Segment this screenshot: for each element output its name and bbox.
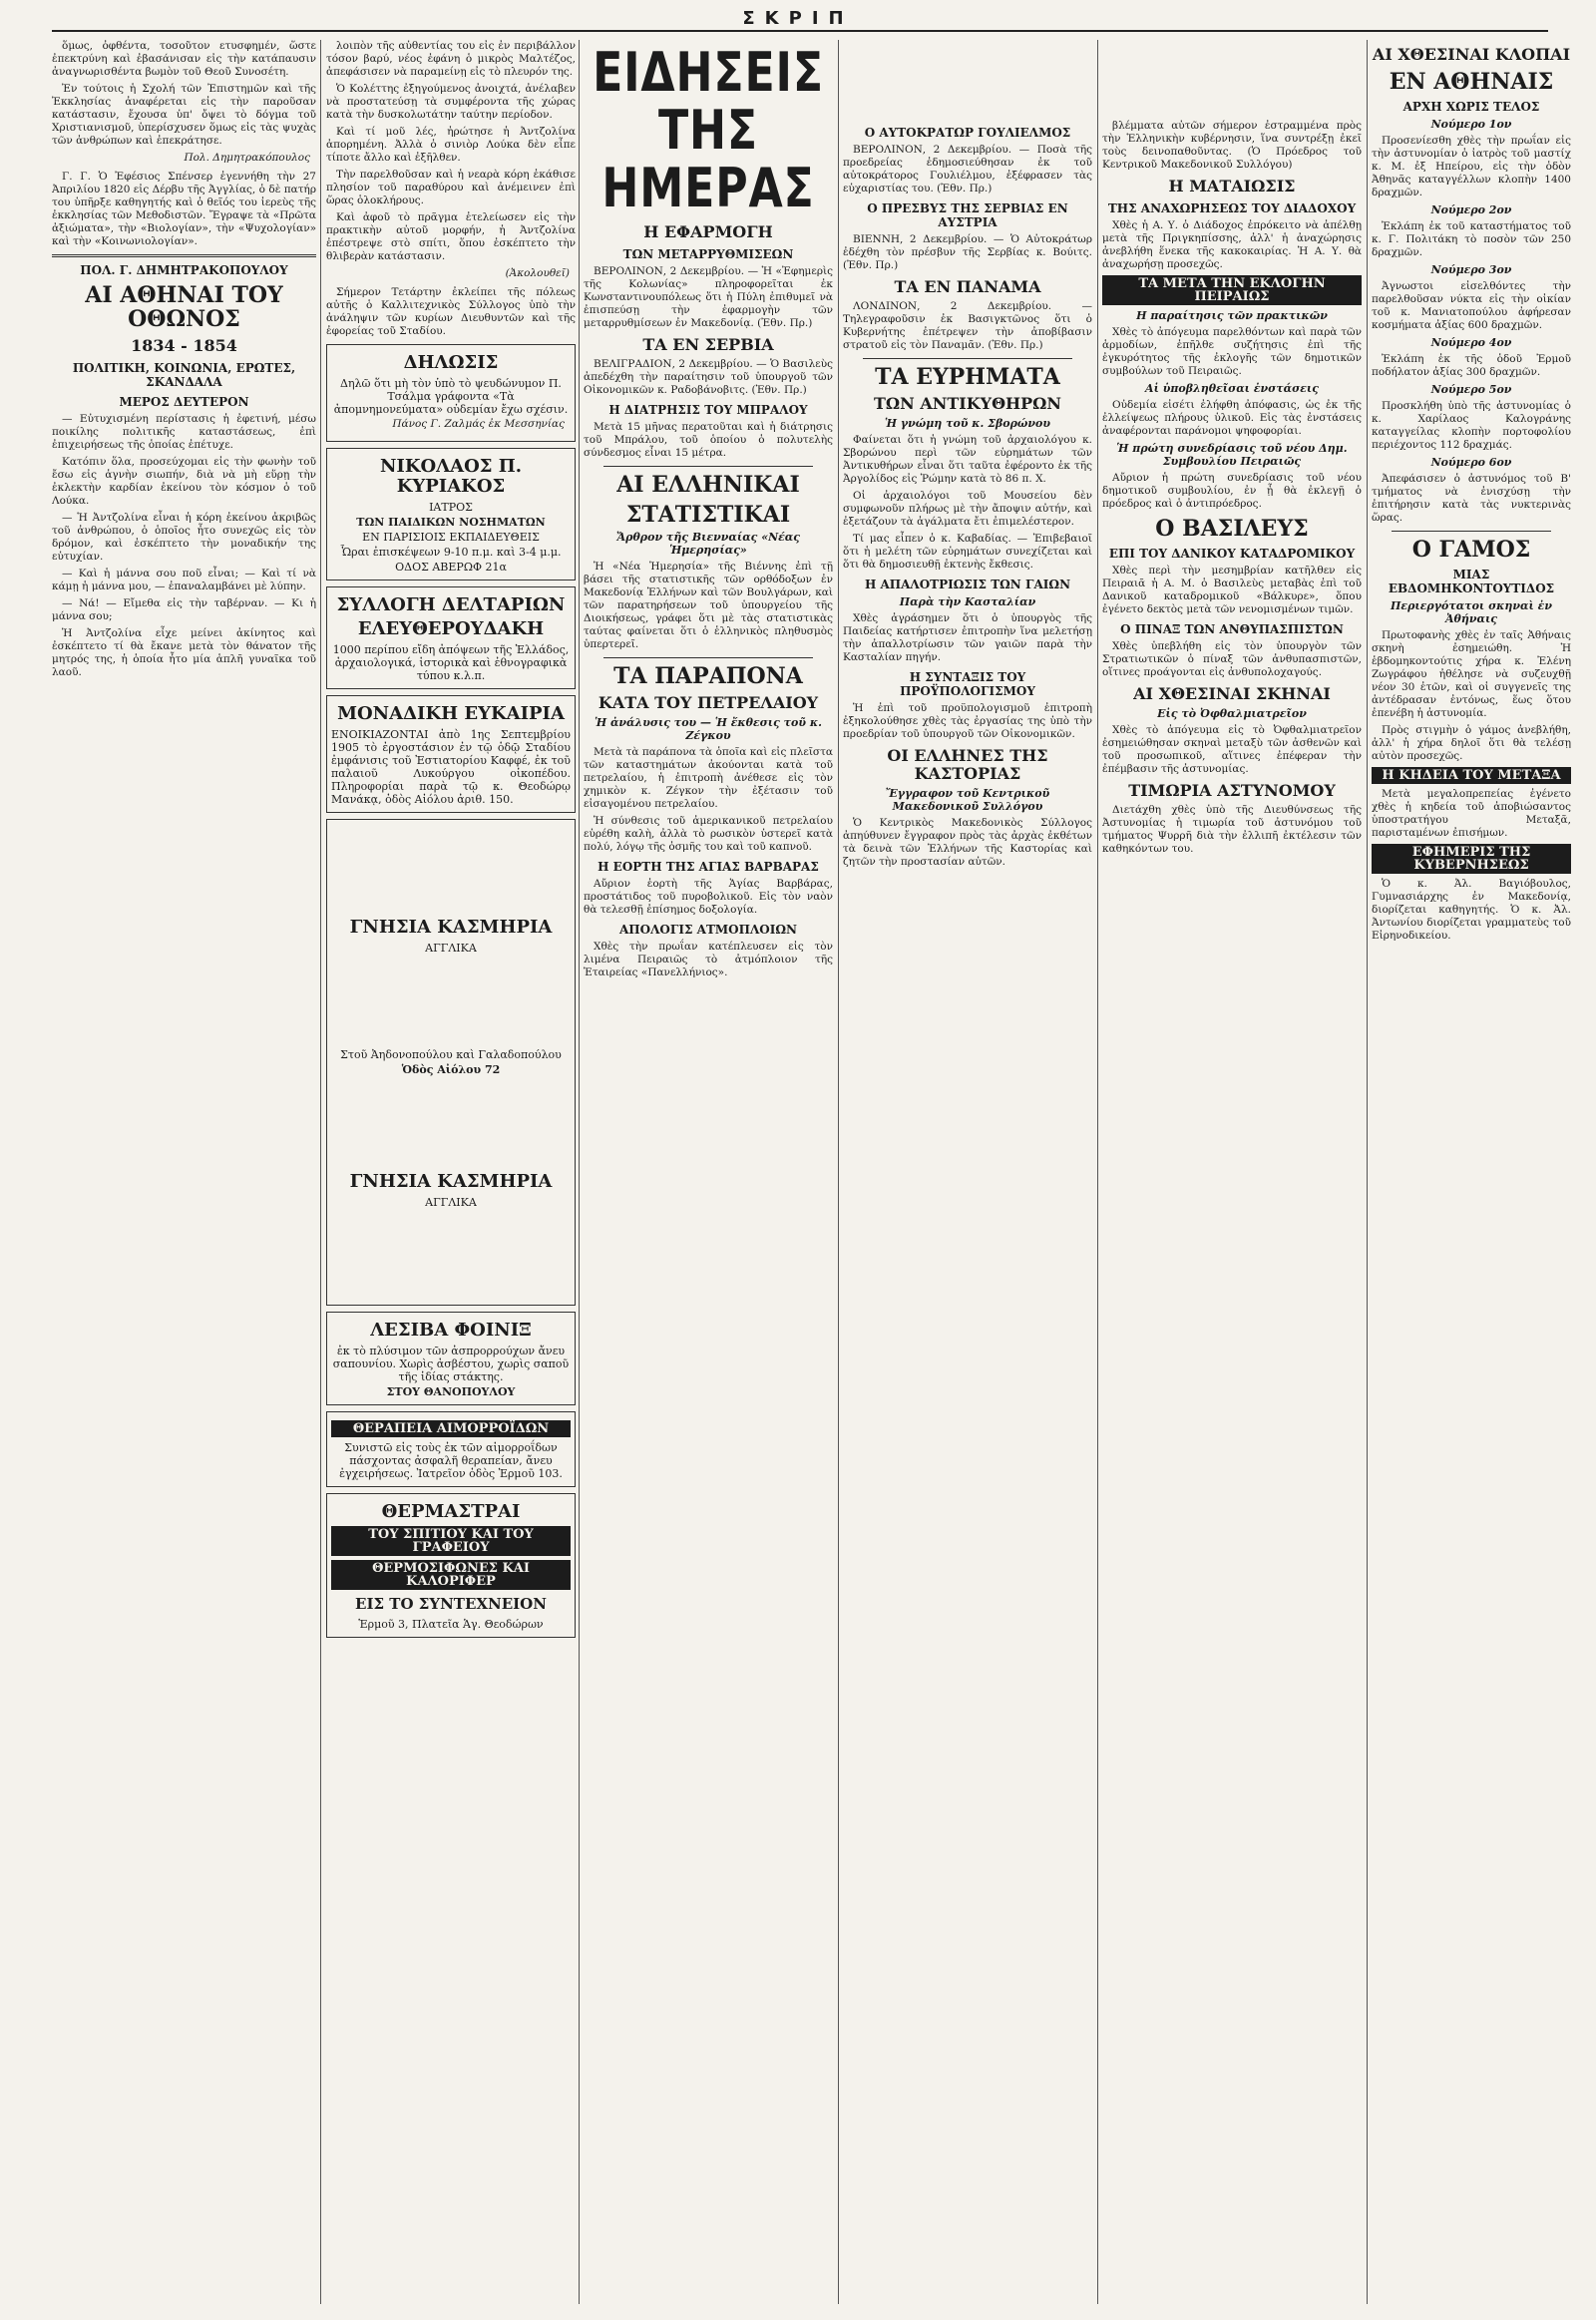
- headline: ΑΙ ΕΛΛΗΝΙΚΑΙ: [616, 472, 800, 498]
- article-paragraph: Ἡ ἐπὶ τοῦ προϋπολογισμοῦ ἐπιτροπὴ ἐξηκολούθησε χθὲς τὰς ἐργασίας της ὑπὸ τὴν προεδρίαν τοῦ ὑπουργοῦ τῶν Οἰκονομικῶν.: [843, 702, 1092, 740]
- ad-text: Ὧραι ἐπισκέψεων 9-10 π.μ. καὶ 3-4 μ.μ.: [340, 546, 562, 559]
- article-paragraph: Διετάχθη χθὲς ὑπὸ τῆς Διευθύνσεως τῆς Ἀστυνομίας ἡ τιμωρία τοῦ ἀστυνόμου τοῦ τμήματος Ψυρρῆ διὰ τὴν ἐλλιπῆ ἐκτέλεσιν τῶν καθηκόντων του.: [1102, 804, 1362, 855]
- ad-doctor: [326, 448, 576, 580]
- ad-text: 1000 περίπου εἴδη ἀπόψεων τῆς Ἑλλάδος, ἀρχαιολογικά, ἱστορικὰ καὶ ἐθνογραφικὰ τύπου κ.λ.π.: [332, 643, 570, 682]
- ad-title: ΓΝΗΣΙΑ ΚΑΣΜΗΡΙΑ: [349, 1171, 553, 1192]
- article-paragraph: ΒΙΕΝΝΗ, 2 Δεκεμβρίου. — Ὁ Αὐτοκράτωρ ἐδέχθη τὸν πρέσβυν τῆς Σερβίας κ. Βούιτς. (Ἐθν. Πρ.): [843, 233, 1092, 271]
- headline: Ο ΠΙΝΑΞ ΤΩΝ ΑΝΘΥΠΑΣΠΙΣΤΩΝ: [1120, 622, 1344, 636]
- headline: ΑΡΧΗ ΧΩΡΙΣ ΤΕΛΟΣ: [1402, 100, 1540, 114]
- subheadline: Η παραίτησις τῶν πρακτικῶν: [1136, 309, 1328, 322]
- divider: [863, 358, 1072, 359]
- article-paragraph: Ἡ «Νέα Ἡμερησία» τῆς Βιέννης ἐπὶ τῇ βάσει τῆς στατιστικῆς τῶν ορθόδοξων ἐν Μακεδονίᾳ Ἑλλήνων καὶ τῶν Βουλγάρων, καὶ τῶν παρατηρήσεων τοῦ ὑπουργείου τῆς Διοικήσεως, γράφει ὅτι μὲ τὰς στατιστικὰς ταύτας φαίνεται ὅτι ὁ ἑλληνικὸς πληθυσμὸς ὑπερτερεῖ.: [584, 561, 833, 650]
- serial-years: 1834 - 1854: [131, 336, 237, 355]
- article-paragraph: Τί μας εἶπεν ὁ κ. Καβαδίας. — Ἐπιβεβαιοῖ ὅτι ἡ μελέτη τῶν εὑρημάτων συνεχίζεται καὶ ὅτι θὰ δημοσιευθῇ ἐκτενὴς ἔκθεσις.: [843, 533, 1092, 571]
- column-divider: [1097, 40, 1098, 2304]
- ad-title: ΔΗΛΩΣΙΣ: [403, 352, 499, 373]
- headline: Η ΑΠΑΛΟΤΡΙΩΣΙΣ ΤΩΝ ΓΑΙΩΝ: [864, 578, 1071, 591]
- article-paragraph: Ὁ κ. Ἀλ. Βαγιόβουλος, Γυμνασιάρχης ἐν Μακεδονίᾳ, διορίζεται καθηγητής. Ὁ κ. Ἀλ. Ἀντωνίου διορίζεται γραμματεὺς τοῦ Εἰρηνοδικείου.: [1372, 878, 1571, 942]
- subheadline: Περιεργότατοι σκηναὶ ἐν Ἀθήναις: [1391, 599, 1552, 625]
- article-paragraph: Ἡ Ἀντζολίνα εἶχε μείνει ἀκίνητος καὶ ἐσκέπτετο τί θὰ ἔκανε μετὰ τὸν θάνατον τῆς μητρός της, ἡ ὁποία ἦτο μία ἁπλῆ γυναῖκα τοῦ λαοῦ.: [52, 627, 316, 678]
- ad-address: Ἑρμοῦ 3, Πλατεῖα Ἁγ. Θεοδώρων: [358, 1618, 544, 1631]
- ad-postcards: [326, 586, 576, 689]
- article-paragraph: ΒΕΡΟΛΙΝΟΝ, 2 Δεκεμβρίου. — Ποσὰ τῆς προεδρείας ἐδημοσιεύθησαν ἐκ τοῦ αὐτοκράτορος Γουλιέλμου, ἐξέφρασεν τὰς εὐχαριστίας του. (Ἐθν. Πρ.): [843, 144, 1092, 194]
- subheadline: Ἡ γνώμη τοῦ κ. Σβορώνου: [884, 417, 1051, 430]
- divider: [52, 254, 316, 257]
- article-paragraph: λοιπὸν τῆς αὐθεντίας του εἰς ἐν περιβάλλον τόσον βαρύ, νέος ἐφάνη ὁ μικρὸς Μαλτέζος, ἀπεφάσισεν νὰ παραμείνῃ εἰς τὸ πλευρόν της.: [326, 40, 576, 78]
- article-paragraph: Μετὰ μεγαλοπρεπείας ἐγένετο χθὲς ἡ κηδεία τοῦ ἀποβιώσαντος ὑποστρατήγου Μεταξᾶ, παρισταμένων ἐπισήμων.: [1372, 788, 1571, 839]
- ad-text: ΑΓΓΛΙΚΑ: [425, 942, 477, 955]
- signature: Πολ. Δημητρακόπουλος: [184, 152, 310, 164]
- headline: ΤΩΝ ΜΕΤΑΡΡΥΘΜΙΣΕΩΝ: [622, 247, 794, 261]
- headline: ΚΑΤΑ ΤΟΥ ΠΕΤΡΕΛΑΙΟΥ: [598, 693, 819, 712]
- subheadline: Νούμερο 6ον: [1430, 456, 1512, 469]
- subheadline: Εἰς τὸ Ὀφθαλμιατρεῖον: [1157, 707, 1307, 720]
- ad-lye: [326, 1312, 576, 1405]
- ad-text: ΤΟΥ ΣΠΙΤΙΟΥ ΚΑΙ ΤΟΥ ΓΡΑΦΕΙΟΥ: [331, 1526, 571, 1556]
- headline: Ο ΠΡΕΣΒΥΣ ΤΗΣ ΣΕΡΒΙΑΣ ΕΝ ΑΥΣΤΡΙΑ: [867, 201, 1068, 229]
- article-paragraph: Κατόπιν ὅλα, προσεύχομαι εἰς τὴν φωνὴν τοῦ ἔσω εἰς ἁγνὴν σιωπήν, διὰ νὰ μὴ εὕρῃ τὴν ἐκλεκτὴν καρδίαν ἐκείνου τὸν κόσμον ὁ τοῦ Λούκα.: [52, 456, 316, 507]
- article-paragraph: Μετὰ τὰ παράπονα τὰ ὁποῖα καὶ εἰς πλεῖστα τῶν καταστημάτων ἀκούονται κατὰ τοῦ πετρελαίου, ἡ ἐπιτροπὴ ἀνέθεσε εἰς τὸν χημικὸν κ. Ζέγκον τὴν ἐξέτασιν τοῦ εἰσαγομένου πετρελαίου.: [584, 746, 833, 810]
- subheadline: Ἡ ἀνάλυσις του — Ἡ ἔκθεσις τοῦ κ. Ζέγκου: [595, 716, 822, 742]
- column-5: [1102, 120, 1362, 2304]
- headline: Η ΔΙΑΤΡΗΣΙΣ ΤΟΥ ΜΠΡΑΛΟΥ: [608, 403, 808, 417]
- headline: Η ΚΗΔΕΙΑ ΤΟΥ ΜΕΤΑΞΑ: [1372, 767, 1571, 784]
- article-paragraph: Χθὲς ὑπεβλήθη εἰς τὸν ὑπουργὸν τῶν Στρατιωτικῶν ὁ πίναξ τῶν ἀνθυπασπιστῶν, οἵτινες προάγονται εἰς ἀνθυπολοχαγούς.: [1102, 640, 1362, 678]
- divider: [1392, 531, 1551, 532]
- serial-subtitle: ΠΟΛΙΤΙΚΗ, ΚΟΙΝΩΝΙΑ, ΕΡΩΤΕΣ, ΣΚΑΝΔΑΛΑ: [72, 361, 296, 389]
- article-paragraph: Οἱ ἀρχαιολόγοι τοῦ Μουσείου δὲν συμφωνοῦν πλήρως μὲ τὴν ἄποψιν αὐτήν, καὶ ἐξετάζουν τὰ ἀγάλματα ἔτι ἐπιμελέστερον.: [843, 490, 1092, 528]
- headline: ΣΤΑΤΙΣΤΙΚΑΙ: [625, 502, 791, 528]
- article-paragraph: Ἀπεφάσισεν ὁ ἀστυνόμος τοῦ Β' τμήματος νὰ ἐνισχύσῃ τὴν ἐπιτήρησιν κατὰ τὰς νυκτερινὰς ὥρας.: [1372, 473, 1571, 524]
- article-paragraph: ὅμως, ὀφθέντα, τοσοῦτον ετυσφημέν, ὥστε ἐπεκτρύνη καὶ ἐβασάνισαν εἰς τὴν κατάπαυσιν ἀναγνωρισθέντα βωμὸν τοῦ Θεοῦ Συνοσέτη.: [52, 40, 316, 78]
- headline: Η ΕΟΡΤΗ ΤΗΣ ΑΓΙΑΣ ΒΑΡΒΑΡΑΣ: [598, 860, 819, 874]
- section-title: ΕΙΔΗΣΕΙΣ ΤΗΣ ΗΜΕΡΑΣ: [593, 41, 824, 219]
- headline: ΑΠΟΛΟΓΙΣ ΑΤΜΟΠΛΟΙΩΝ: [619, 923, 797, 937]
- ad-text: ΑΓΓΛΙΚΑ: [425, 1196, 477, 1209]
- article-paragraph: — Ἡ Ἀντζολίνα εἶναι ἡ κόρη ἐκείνου ἀκριβῶς τοῦ ἀνθρώπου, ὁ ὁποῖος ἦτο συνεχῶς εἰς τὸν δρόμον, καὶ ἐσκέπτετο τὴν μοναδικήν της εὐτυχίαν.: [52, 512, 316, 563]
- headline: ΤΑ ΠΑΡΑΠΟΝΑ: [613, 663, 803, 689]
- ad-title: ΛΕΣΙΒΑ ΦΟΙΝΙΞ: [370, 1320, 532, 1341]
- ad-heaters: [326, 1493, 576, 1638]
- headline: ΕΝ ΑΘΗΝΑΙΣ: [1389, 69, 1554, 95]
- ad-text: ΕΝΟΙΚΙΑΖΟΝΤΑΙ ἀπὸ 1ης Σεπτεμβρίου 1905 τὸ ἐργοστάσιον ἐν τῷ ὁδῷ Σταδίου ἐμφάνισις τοῦ Ἐστιατορίου Καφφέ, ἐκ τοῦ παλαιοῦ Λυκούργου οἰκοπέδου. Πληροφορίαι παρὰ τῷ κ. Θεοδώρῳ Μανάκᾳ, ὁδὸς Αἰόλου ἀριθ. 150.: [331, 728, 571, 806]
- article-paragraph: Αὔριον ἑορτὴ τῆς Ἁγίας Βαρβάρας, προστάτιδος τοῦ πυροβολικοῦ. Εἰς τὸν ναὸν θὰ τελεσθῇ ἐπίσημος δοξολογία.: [584, 878, 833, 916]
- ad-title: ΘΕΡΜΑΣΤΡΑΙ: [381, 1501, 521, 1522]
- headline: ΤΑ ΕΥΡΗΜΑΤΑ: [875, 364, 1060, 390]
- column-divider: [320, 40, 321, 2304]
- article-paragraph: Καὶ ἀφοῦ τὸ πρᾶγμα ἐτελείωσεν εἰς τὴν πρακτικὴν αὐτοῦ μορφήν, ἡ Ἀντζολίνα ἐπέστρεψε στὸ σπίτι, ὅπου ἐσκέπτετο τὴν θλιβερὰν κατάστασιν.: [326, 211, 576, 262]
- column-1: [52, 40, 316, 2304]
- article-paragraph: — Καὶ ἡ μάννα σου ποῦ εἶναι; — Καὶ τί νὰ κάμῃ ἡ μάννα μου, — ἐπαναλαμβάνει μὲ λύπην.: [52, 568, 316, 592]
- subheadline: Νούμερο 3ον: [1430, 263, 1512, 276]
- ad-therapy: [326, 1411, 576, 1487]
- headline: ΤΑ ΕΝ ΠΑΝΑΜΑ: [894, 277, 1041, 296]
- headline: ΜΙΑΣ ΕΒΔΟΜΗΚΟΝΤΟΥΤΙΔΟΣ: [1388, 568, 1555, 595]
- ad-text: Συνιστῶ εἰς τοὺς ἐκ τῶν αἱμορροΐδων πάσχοντας ἀσφαλῆ θεραπείαν, ἄνευ ἐγχειρήσεως. Ἰατρεῖον ὁδὸς Ἑρμοῦ 103.: [339, 1441, 563, 1480]
- ad-text: ΕΙΣ ΤΟ ΣΥΝΤΕΧΝΕΙΟΝ: [355, 1595, 547, 1613]
- serial-byline: ΠΟΛ. Γ. ΔΗΜΗΤΡΑΚΟΠΟΥΛΟΥ: [80, 263, 288, 277]
- article-paragraph: Χθὲς τὴν πρωΐαν κατέπλευσεν εἰς τὸν λιμένα Πειραιῶς τὸ ἀτμόπλοιον τῆς Ἑταιρείας «Πανελλήνιος».: [584, 941, 833, 978]
- subheadline: Νούμερο 2ον: [1430, 203, 1512, 216]
- article-paragraph: Ὁ Κεντρικὸς Μακεδονικὸς Σύλλογος ἀπηύθυνεν ἔγγραφον πρὸς τὰς ἀρχὰς ἐκθέτων τὰ δεινὰ τῶν Ἑλλήνων τῆς Καστορίας καὶ ζητῶν τὴν προστασίαν αὐτῶν.: [843, 817, 1092, 868]
- column-2: [326, 40, 576, 2304]
- headline: Η ΣΥΝΤΑΞΙΣ ΤΟΥ ΠΡΟΫΠΟΛΟΓΙΣΜΟΥ: [900, 670, 1035, 698]
- subheadline: Ἄρθρον τῆς Βιενναίας «Νέας Ἡμερησίας»: [616, 531, 800, 557]
- headline: ΑΙ ΧΘΕΣΙΝΑΙ ΚΛΟΠΑΙ: [1372, 45, 1571, 64]
- ad-title: ΣΥΛΛΟΓΗ ΔΕΛΤΑΡΙΩΝ: [336, 594, 566, 615]
- article-paragraph: Φαίνεται ὅτι ἡ γνώμη τοῦ ἀρχαιολόγου κ. Σβορώνου περὶ τῶν εὑρημάτων τῶν Ἀντικυθήρων εἶναι ὅτι ταῦτα ἐφέροντο ἐκ τῆς Ἀργολίδος εἰς Ῥώμην κατὰ τὸ 86 π. Χ.: [843, 434, 1092, 485]
- divider: [603, 657, 813, 658]
- ad-text: Δηλῶ ὅτι μὴ τὸν ὑπὸ τὸ ψευδώνυμον Π. Τσάλμα γράφοντα «Τὰ ἀπομνημονεύματα» οὐδεμίαν ἔχω σχέσιν.: [333, 377, 569, 416]
- article-paragraph: Χθὲς τὸ ἀπόγευμα εἰς τὸ Ὀφθαλμιατρεῖον ἐσημειώθησαν σκηναὶ μεταξὺ τῶν ἀσθενῶν καὶ τοῦ προσωπικοῦ, αἵτινες ἐπέφεραν τὴν ἐπέμβασιν τῆς ἀστυνομίας.: [1102, 724, 1362, 775]
- article-paragraph: Ὁ Κολέττης ἐξηγούμενος ἀνοιχτά, ἀνέλαβεν νὰ προστατεύσῃ τὰ συμφέροντα τῆς χώρας κατὰ τὴν δυσκολωτάτην ταύτην περίοδον.: [326, 83, 576, 121]
- headline: ΟΙ ΕΛΛΗΝΕΣ ΤΗΣ ΚΑΣΤΟΡΙΑΣ: [887, 746, 1048, 783]
- subheadline: Νούμερο 4ον: [1430, 336, 1512, 349]
- article-paragraph: Οὐδεμία εἰσέτι ἐλήφθη ἀπόφασις, ὡς ἐκ τῆς ἐλλείψεως πλήρους ὑλικοῦ. Εἰς τὰς ἐνστάσεις ἀναφέρονται παράνομοι ψηφοφορίαι.: [1102, 399, 1362, 437]
- article-paragraph: ΒΕΛΙΓΡΑΔΙΟΝ, 2 Δεκεμβρίου. — Ὁ Βασιλεὺς ἀπεδέχθη τὴν παραίτησιν τοῦ ὑπουργοῦ τῶν Οἰκονομικῶν κ. Ραδοβάνοβιτς. (Ἐθν. Πρ.): [584, 358, 833, 396]
- article-paragraph: Ἐκλάπη ἐκ τῆς ὁδοῦ Ἐρμοῦ ποδήλατον ἀξίας 300 δραχμῶν.: [1372, 353, 1571, 378]
- article-paragraph: Αὔριον ἡ πρώτη συνεδρίασις τοῦ νέου δημοτικοῦ συμβουλίου, ἐν ᾗ θὰ ἐκλεγῇ ὁ πρόεδρος καὶ ὁ ἀντιπρόεδρος.: [1102, 472, 1362, 510]
- article-paragraph: ΛΟΝΔΙΝΟΝ, 2 Δεκεμβρίου. — Τηλεγραφοῦσιν ἐκ Βασιγκτῶνος ὅτι ὁ Κυβερνήτης ἐπέτρεψεν τὴν ἀποβίβασιν στρατοῦ εἰς τὸν Παναμᾶν. (Ἐθν. Πρ.): [843, 300, 1092, 351]
- article-paragraph: Χθὲς τὸ ἀπόγευμα παρελθόντων καὶ παρὰ τῶν ἁρμοδίων, ἐπῆλθε συζήτησις ἐπὶ τῆς ἐγκυρότητος τῆς ἐκλογῆς τῶν δημοτικῶν συμβούλων τοῦ Πειραιῶς.: [1102, 326, 1362, 377]
- column-6: [1372, 40, 1571, 2304]
- ad-text: ΕΝ ΠΑΡΙΣΙΟΙΣ ΕΚΠΑΙΔΕΥΘΕΙΣ: [362, 531, 540, 544]
- headline: ΕΠΙ ΤΟΥ ΔΑΝΙΚΟΥ ΚΑΤΑΔΡΟΜΙΚΟΥ: [1108, 547, 1356, 561]
- headline: Ο ΒΑΣΙΛΕΥΣ: [1155, 516, 1309, 542]
- article-paragraph: Χθὲς περὶ τὴν μεσημβρίαν κατῆλθεν εἰς Πειραιᾶ ἡ Α. Μ. ὁ Βασιλεὺς μεταβὰς ἐπὶ τοῦ Δανικοῦ καταδρομικοῦ «Βάλκυρε», ὅπου ἐγένετο δεκτὸς μετὰ τῶν νενομισμένων τιμῶν.: [1102, 565, 1362, 615]
- article-paragraph: — Εὐτυχισμένη περίστασις ἡ ἐφετινή, μέσω ποικίλης πολιτικῆς καταστάσεως, ἐπὶ ἐπιχειρήσεως τῆς ὁποίας ἐπέτυχε.: [52, 413, 316, 451]
- headline: ΤΑ ΕΝ ΣΕΡΒΙΑ: [642, 335, 774, 354]
- serial-title: ΑΙ ΑΘΗΝΑΙ ΤΟΥ ΟΘΩΝΟΣ: [85, 282, 283, 332]
- serial-part: ΜΕΡΟΣ ΔΕΥΤΕΡΟΝ: [119, 395, 249, 409]
- continuation-note: (Ἀκολουθεῖ): [505, 267, 570, 279]
- article-paragraph: Ἡ σύνθεσις τοῦ ἀμερικανικοῦ πετρελαίου εὑρέθη καλὴ, ἀλλὰ τὸ ρωσικὸν ὑστερεῖ κατὰ πολύ, λόγῳ τῆς ὀσμῆς του καὶ τοῦ καπνοῦ.: [584, 815, 833, 853]
- ad-text: ΣΤΟΥ ΘΑΝΟΠΟΥΛΟΥ: [386, 1385, 516, 1398]
- article-paragraph: Πρὸς στιγμὴν ὁ γάμος ἀνεβλήθη, ἀλλ' ἡ χήρα δηλοῖ ὅτι θὰ τελέσῃ αὐτὸν προσεχῶς.: [1372, 724, 1571, 762]
- subheadline: Ἔγγραφον τοῦ Κεντρικοῦ Μακεδονικοῦ Συλλόγου: [885, 787, 1050, 813]
- headline: Ο ΓΑΜΟΣ: [1411, 537, 1531, 563]
- headline: Η ΜΑΤΑΙΩΣΙΣ: [1168, 177, 1296, 195]
- ad-rental: [326, 695, 576, 813]
- article-paragraph: Τὴν παρελθοῦσαν καὶ ἡ νεαρὰ κόρη ἐκάθισε πλησίον τοῦ παραθύρου καὶ ἀνέμεινεν ἐπὶ ὥρας ὁλοκλήρους.: [326, 169, 576, 206]
- ad-text: ΙΑΤΡΟΣ: [429, 501, 473, 514]
- headline: ΕΦΗΜΕΡΙΣ ΤΗΣ ΚΥΒΕΡΝΗΣΕΩΣ: [1372, 844, 1571, 874]
- ad-text: ἐκ τὸ πλύσιμον τῶν ἀσπρορρούχων ἄνευ σαπουνίου. Χωρὶς ἀσβέστου, χωρὶς σαποῦ τῆς ἰδίας στάκτης.: [332, 1345, 570, 1383]
- subheadline: Αἱ ὑποβληθεῖσαι ἐνστάσεις: [1145, 382, 1319, 395]
- subheadline: Νούμερο 1ον: [1430, 118, 1512, 131]
- article-paragraph: βλέμματα αὐτῶν σήμερον ἐστραμμένα πρὸς τὴν Ἑλληνικὴν κυβέρνησιν, ἵνα συντρέξῃ ἐκεῖ τοὺς δεινοπαθοῦντας. (Ὁ Πρόεδρος τοῦ Κεντρικοῦ Μακεδονικοῦ Συλλόγου): [1102, 120, 1362, 171]
- article-paragraph: Σήμερον Τετάρτην ἐκλείπει τῆς πόλεως αὐτῆς ὁ Καλλιτεχνικὸς Σύλλογος ὑπὸ τὴν ἀνάληψιν τῶν κυρίων Διευθυντῶν καὶ τῆς ἐφορείας τοῦ Σταδίου.: [326, 286, 576, 337]
- article-paragraph: Προσενίεσθη χθὲς τὴν πρωΐαν εἰς τὴν ἀστυνομίαν ὁ ἰατρὸς τοῦ μαστίχ κ. Μ. ἐξ Ηπείρου, εἰς τὴν ὁδὸν Ἀθηνᾶς καταγγέλλων κλοπὴν 1400 δραχμῶν.: [1372, 135, 1571, 198]
- ad-declaration: [326, 344, 576, 442]
- top-rule: [52, 30, 1548, 32]
- article-paragraph: Χθὲς ἀγράσημεν ὅτι ὁ ὑπουργὸς τῆς Παιδείας κατήρτισεν ἐπιτροπὴν ἵνα μελετήσῃ τὴν ἀπαλλοτρίωσιν τῶν γαιῶν παρὰ τὴν Κασταλίαν πηγήν.: [843, 612, 1092, 663]
- ad-signature: Πάνος Γ. Ζαλμάς ἐκ Μεσσηνίας: [392, 418, 565, 430]
- article-paragraph: Πρωτοφανὴς χθὲς ἐν ταῖς Ἀθήναις σκηνὴ ἐσημειώθη. Ἡ ἑβδομηκοντούτις χήρα κ. Ἐλένη Ζωγράφου ἠθέλησε νὰ συζευχθῇ νέον 30 ἐτῶν, καὶ οἱ συγγενεῖς της ἀντέδρασαν ἐντόνως, ἕως ὅτου ἐπενέβη ἡ ἀστυνομία.: [1372, 629, 1571, 719]
- headline: Η ΕΦΑΡΜΟΓΗ: [643, 222, 773, 241]
- article-paragraph: Καὶ τί μοῦ λές, ἠρώτησε ἡ Ἀντζολίνα ἀπορημένη. Ἀλλὰ ὁ σινιὸρ Λούκα δὲν εἶπε τίποτε ἄλλο καὶ ἐξῆλθεν.: [326, 126, 576, 164]
- article-paragraph: Ἐκλάπη ἐκ τοῦ καταστήματος τοῦ κ. Γ. Πολιτάκη τὸ ποσὸν τῶν 250 δραχμῶν.: [1372, 220, 1571, 258]
- masthead: ΣΚΡΙΠ: [742, 8, 854, 29]
- ad-title: ΘΕΡΑΠΕΙΑ ΑΙΜΟΡΡΟΪΔΩΝ: [331, 1420, 571, 1437]
- headline: ΤΗΣ ΑΝΑΧΩΡΗΣΕΩΣ ΤΟΥ ΔΙΑΔΟΧΟΥ: [1107, 201, 1357, 215]
- subheadline: Παρὰ τὴν Κασταλίαν: [899, 595, 1036, 608]
- article-paragraph: Μετὰ 15 μῆνας περατοῦται καὶ ἡ διάτρησις τοῦ Μπράλου, τοῦ ὁποίου ὁ πολυτελὴς σύνδεσμος εἶναι 15 μέτρα.: [584, 421, 833, 459]
- ad-title: ΝΙΚΟΛΑΟΣ Π. ΚΥΡΙΑΚΟΣ: [379, 456, 523, 497]
- subheadline: Ἡ πρώτη συνεδρίασις τοῦ νέου Δημ. Συμβουλίου Πειραιῶς: [1116, 442, 1348, 468]
- ad-address: ΟΔΟΣ ΑΒΕΡΩΦ 21α: [395, 561, 507, 574]
- ad-title: ΕΛΕΥΘΕΡΟΥΔΑΚΗ: [357, 618, 545, 639]
- ad-text: ΤΩΝ ΠΑΙΔΙΚΩΝ ΝΟΣΗΜΑΤΩΝ: [356, 516, 546, 529]
- headline: ΤΑ ΜΕΤΑ ΤΗΝ ΕΚΛΟΓΗΝ ΠΕΙΡΑΙΩΣ: [1102, 275, 1362, 305]
- article-paragraph: Γ. Γ. Ὁ Ἐφέσιος Σπένσερ ἐγεννήθη τὴν 27 Ἀπριλίου 1820 εἰς Δέρβυ τῆς Ἀγγλίας, ὁ δὲ πατήρ του ὑπῆρξε καθηγητής καὶ ὁ θεῖός του ἱερεὺς τῆς ἐκκλησίας τῶν Μεθοδιστῶν. Ἔγραψε τὰ «Πρῶτα ἀξιώματα», τὴν «Βιολογίαν», τὴν «Ψυχολογίαν» καὶ τὴν «Κοινωνιολογίαν».: [52, 171, 316, 247]
- column-divider: [579, 40, 580, 2304]
- article-paragraph: Ἀγνωστοι εἰσελθόντες τὴν παρελθοῦσαν νύκτα εἰς τὴν οἰκίαν τοῦ κ. Μανιατοπούλου ἀφήρεσαν κοσμήματα ἀξίας 600 δραχμῶν.: [1372, 280, 1571, 331]
- headline: ΤΙΜΩΡΙΑ ΑΣΤΥΝΟΜΟΥ: [1128, 781, 1336, 800]
- article-paragraph: Χθὲς ἡ Α. Υ. ὁ Διάδοχος ἐπρόκειτο νὰ ἀπέλθῃ μετὰ τῆς Πριγκηπίσσης, ἀλλ' ἡ ἀναχώρησις ἀνεβλήθη ἕνεκα τῆς κακοκαιρίας. Ἡ Α. Υ. θὰ ἀναχωρήσῃ προσεχῶς.: [1102, 219, 1362, 270]
- column-3: [584, 40, 833, 2304]
- ad-title: ΜΟΝΑΔΙΚΗ ΕΥΚΑΙΡΙΑ: [337, 703, 565, 724]
- headline: ΑΙ ΧΘΕΣΙΝΑΙ ΣΚΗΝΑΙ: [1133, 684, 1331, 703]
- headline: ΤΩΝ ΑΝΤΙΚΥΘΗΡΩΝ: [873, 394, 1062, 413]
- article-paragraph: Προσκλήθη ὑπὸ τῆς ἀστυνομίας ὁ κ. Χαρίλαος Καλογράνης καταγγείλας κλοπὴν πορτοφολίου περιέχοντος 112 δραχμάς.: [1372, 400, 1571, 451]
- ad-address: Ὁδὸς Αἰόλου 72: [401, 1063, 501, 1076]
- article-paragraph: — Νά! — Εἴμεθα εἰς τὴν ταβέρναν. — Κι ἡ μάννα σου;: [52, 597, 316, 622]
- ad-text: Στοῦ Ἀηδονοπούλου καὶ Γαλαδοπούλου: [340, 1048, 562, 1061]
- article-paragraph: ΒΕΡΟΛΙΝΟΝ, 2 Δεκεμβρίου. — Ἡ «Ἐφημερὶς τῆς Κολωνίας» πληροφορεῖται ἐκ Κωνσταντινουπόλεως ὅτι ἡ Πύλη ἐπιθυμεῖ νὰ ἐπισπεύσῃ τὴν ἐφαρμογὴν τῶν μεταρρυθμίσεων ἐν Μακεδονίᾳ. (Ἐθν. Πρ.): [584, 265, 833, 329]
- article-paragraph: Ἐν τούτοις ἡ Σχολή τῶν Ἐπιστημῶν καὶ τῆς Ἐκκλησίας ἀναφέρεται εἰς τὴν παροῦσαν κατάστασιν, ἔχουσα ὑπ' ὄψει τὸ δόγμα τοῦ Χριστιανισμοῦ, ὑπερίσχυσεν ὅμως εἰς τὰς ψυχὰς τῶν ἀνθρώπων καὶ ἐπεκράτησε.: [52, 83, 316, 147]
- ad-text: ΘΕΡΜΟΣΙΦΩΝΕΣ ΚΑΙ ΚΑΛΟΡΙΦΕΡ: [331, 1560, 571, 1590]
- ad-title: ΓΝΗΣΙΑ ΚΑΣΜΗΡΙΑ: [349, 917, 553, 938]
- ad-cashmere: [326, 819, 576, 1306]
- divider: [603, 466, 813, 467]
- subheadline: Νούμερο 5ον: [1430, 383, 1512, 396]
- column-4: [843, 120, 1092, 2304]
- headline: Ο ΑΥΤΟΚΡΑΤΩΡ ΓΟΥΛΙΕΛΜΟΣ: [864, 126, 1071, 140]
- column-divider: [838, 40, 839, 2304]
- column-divider: [1367, 40, 1368, 2304]
